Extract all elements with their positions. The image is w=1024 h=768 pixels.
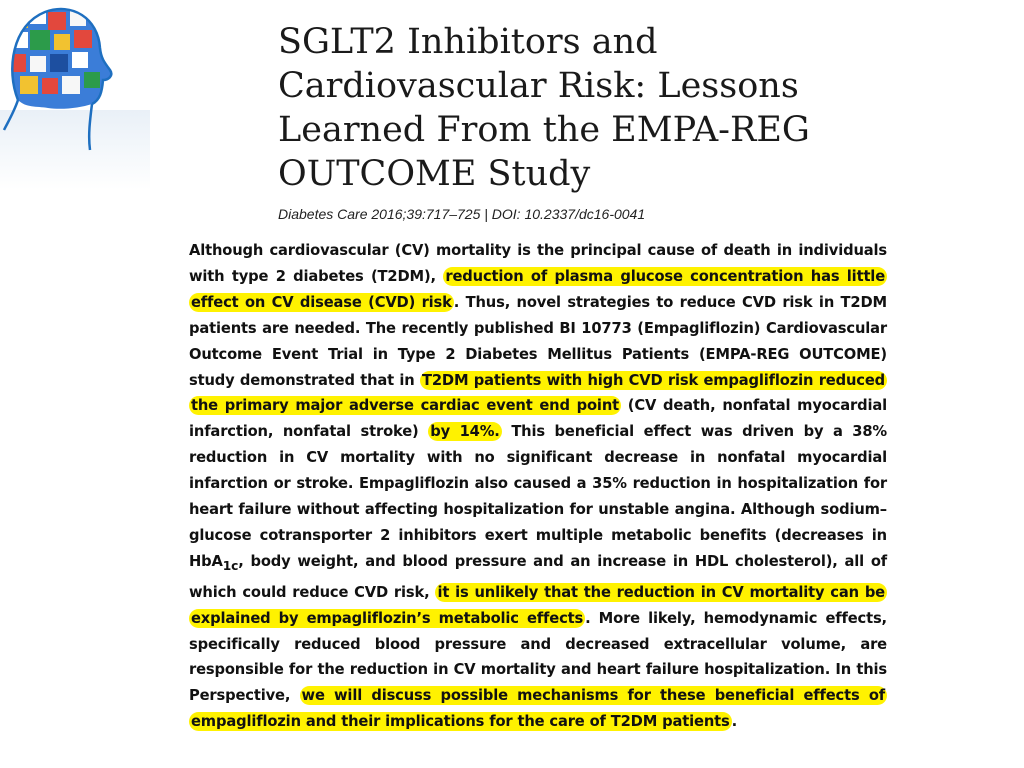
head-puzzle-logo-icon bbox=[0, 0, 150, 190]
paper-citation: Diabetes Care 2016;39:717–725 | DOI: 10.2337/dc16-0041 bbox=[278, 206, 646, 222]
highlight-4: it is unlikely that the reduction in CV mortality can be explained by empagliflozin’s metabolic effects bbox=[191, 583, 885, 627]
hba1c-subscript: 1c bbox=[222, 558, 239, 573]
abstract-segment: Although cardiovascular (CV) mortality is the principal cause of death in individuals with type 2 diabetes (T2DM), bbox=[189, 242, 887, 285]
abstract-segment: , body weight, and blood pressure and an increase in HDL cholesterol), all of which could reduce CVD risk, bbox=[189, 552, 887, 601]
highlight-2: T2DM patients with high CVD risk empagliflozin reduced the primary major adverse cardiac event end point bbox=[191, 371, 886, 415]
highlight-5: we will discuss possible mechanisms for these beneficial effects of empagliflozin and their implications for the care of T2DM patients bbox=[191, 687, 886, 731]
highlight-3: by 14%. bbox=[430, 423, 500, 441]
abstract-segment: (CV death, nonfatal myocardial infarction, nonfatal stroke) bbox=[189, 397, 887, 441]
abstract-segment: . Thus, novel strategies to reduce CVD risk in T2DM patients are needed. The recently published BI 10773 (Empagliflozin) Cardiovascular Outcome Event Trial in Type 2 Diabetes Mellitus Patients (EMPA-REG OUTCOME) study demonstrated that in bbox=[189, 293, 887, 389]
paper-title: SGLT2 Inhibitors and Cardiovascular Risk: Lessons Learned From the EMPA-REG OUTCOME Study bbox=[278, 22, 810, 194]
abstract-text bbox=[189, 238, 887, 735]
highlight-1: reduction of plasma glucose concentration has little effect on CV disease (CVD) risk bbox=[191, 267, 886, 311]
abstract-segment: . bbox=[731, 713, 738, 731]
abstract-segment: This beneficial effect was driven by a 38% reduction in CV mortality with no significant decrease in nonfatal myocardial infarction or stroke. Empagliflozin also caused a 35% reduction in hospitalization for heart failure without affecting hospitalization for unstable angina. Although sodium–glucose cotransporter 2 inhibitors exert multiple metabolic benefits (decreases in HbA bbox=[189, 423, 887, 570]
abstract-segment: . More likely, hemodynamic effects, specifically reduced blood pressure and decreased extracellular volume, are responsible for the reduction in CV mortality and heart failure hospitalization. In this Perspective, bbox=[189, 609, 887, 705]
